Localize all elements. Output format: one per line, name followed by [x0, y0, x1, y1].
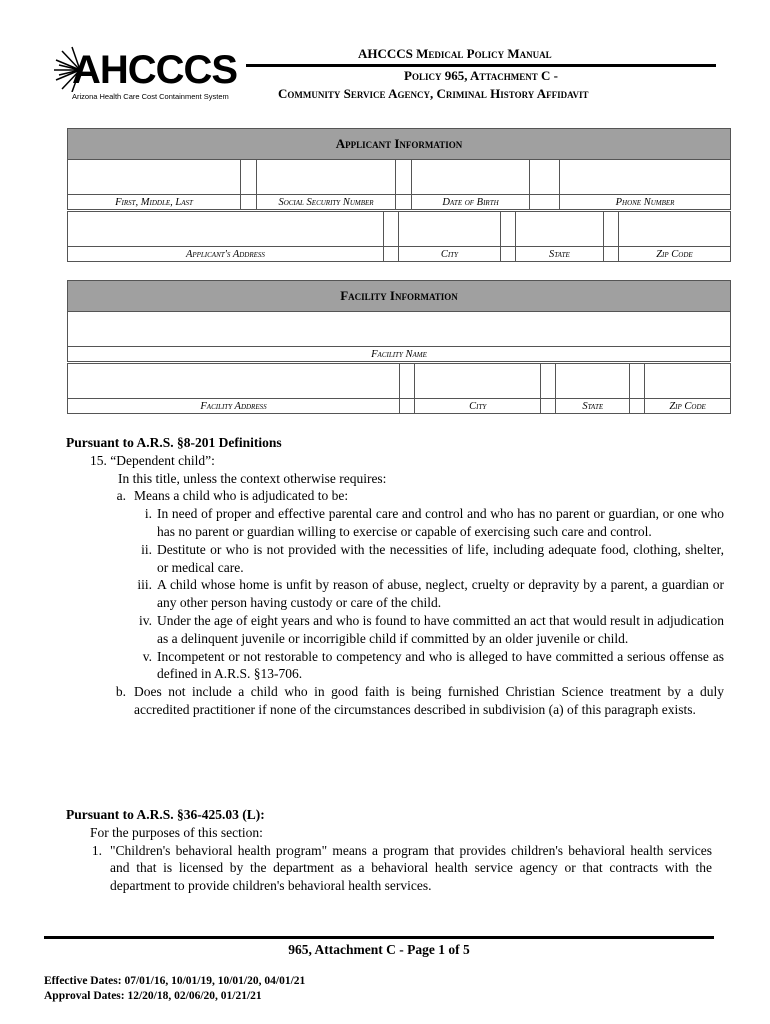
applicant-info-heading: Applicant Information [68, 129, 731, 160]
applicant-info-table [67, 128, 731, 210]
city-label: City [398, 247, 500, 262]
address-field[interactable] [68, 212, 384, 247]
zip-label: Zip Code [618, 247, 730, 262]
item-a: a. Means a child who is adjudicated to be: [116, 488, 349, 504]
applicant-address-table [67, 211, 731, 262]
facility-zip-field[interactable] [645, 364, 731, 399]
list-item: v. Incompetent or not restorable to competency and who is alleged to have committed a serious offense as defined in A.R.S. §13-706. [142, 648, 724, 682]
item-15-intro: In this title, unless the context otherwise requires: [118, 470, 387, 486]
ssn-field[interactable] [257, 160, 396, 195]
definitions-heading: Pursuant to A.R.S. §8-201 Definitions [66, 435, 282, 450]
dob-label: Date of Birth [412, 195, 530, 210]
list-item: i. In need of proper and effective parental care and control and who has no parent or guardian, or one who has no parent or guardian willing to exercise or capable of exercising such care and control. [144, 506, 724, 539]
item-b: b. Does not include a child who in good faith is being furnished Christian Science treatment by a duly accredited practitioner if none of the circumstances described in subdivision (a) of this paragraph exists. [115, 684, 724, 717]
name-label: First, Middle, Last [68, 195, 241, 210]
logo-subtitle: Arizona Health Care Cost Containment System [72, 92, 229, 101]
facility-city-label: City [415, 399, 541, 414]
logo-wordmark: AHCCCS [72, 48, 238, 92]
page-number: 965, Attachment C - Page 1 of 5 [288, 942, 470, 957]
facility-name-field[interactable] [68, 312, 731, 347]
list-item: iv. Under the age of eight years and who is found to have committed an act that would result in adjudication as a delinquent juvenile or incorrigible child if committed by an older juvenile or child. [139, 612, 724, 646]
definitions-section [66, 434, 724, 719]
facility-address-label: Facility Address [68, 399, 400, 414]
header-rule [246, 64, 716, 67]
facility-address-table [67, 363, 731, 414]
name-field[interactable] [68, 160, 241, 195]
facility-state-field[interactable] [556, 364, 630, 399]
facility-info-table [67, 280, 731, 362]
ssn-label: Social Security Number [257, 195, 396, 210]
list-item: 1. "Children's behavioral health program" means a program that provides children's behavioral health services and that is licensed by the department as a behavioral health service agency or that contracts with the department to provide children's behavioral health services. [91, 842, 712, 894]
phone-label: Phone Number [560, 195, 731, 210]
approval-dates: Approval Dates: 12/20/18, 02/06/20, 01/21/21 [44, 990, 262, 1002]
address-label: Applicant's Address [68, 247, 384, 262]
list-item: ii. Destitute or who is not provided with the necessities of life, including adequate food, clothing, shelter, or medical care. [141, 541, 724, 575]
policy-title: Policy 965, Attachment C - [404, 68, 558, 83]
city-field[interactable] [398, 212, 500, 247]
facility-name-label: Facility Name [68, 347, 731, 362]
state-field[interactable] [516, 212, 604, 247]
section-36-intro: For the purposes of this section: [90, 824, 263, 840]
ahcccs-logo [52, 44, 248, 108]
phone-field[interactable] [560, 160, 731, 195]
manual-title: AHCCCS Medical Policy Manual [358, 46, 552, 61]
item-15: 15. “Dependent child”: [90, 452, 215, 468]
facility-address-field[interactable] [68, 364, 400, 399]
facility-zip-label: Zip Code [645, 399, 731, 414]
state-label: State [516, 247, 604, 262]
zip-field[interactable] [618, 212, 730, 247]
effective-dates: Effective Dates: 07/01/16, 10/01/19, 10/01/20, 04/01/21 [44, 975, 306, 987]
section-36-heading: Pursuant to A.R.S. §36-425.03 (L): [66, 807, 265, 822]
list-item: iii. A child whose home is unfit by reason of abuse, neglect, cruelty or depravity by a parent, a guardian or any other person having custody or care of the child. [137, 577, 724, 611]
footer-rule [44, 936, 714, 939]
attachment-title: Community Service Agency, Criminal History Affidavit [278, 86, 589, 101]
dob-field[interactable] [412, 160, 530, 195]
facility-city-field[interactable] [415, 364, 541, 399]
facility-info-heading: Facility Information [68, 281, 731, 312]
facility-state-label: State [556, 399, 630, 414]
section-36-425 [66, 806, 712, 895]
